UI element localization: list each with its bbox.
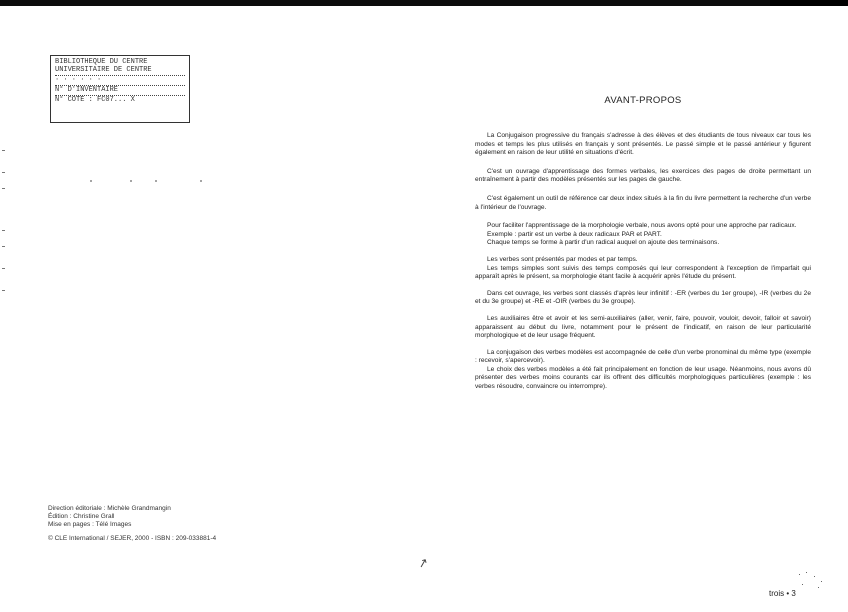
paragraph-choix: Le choix des verbes modèles a été fait principalement en fonction de leur usage. Néanmoins, nous avons dû présenter des verbes moins courants car ils offrent des difficultés morphologiques particulières (exemple : les verbes résoudre, convaincre ou interrompre). (475, 365, 811, 391)
paragraph-intro: La Conjugaison progressive du français s'adresse à des élèves et des étudiants de tous niveaux car tous les modes et temps les plus utilisés en français y sont présentés. Le passé simple et le passé antérieur y figurent également en raison de leur utilité en situations d'écrit. (475, 132, 811, 157)
avant-propos-section (475, 95, 811, 392)
paragraph-modes: Les verbes sont présentés par modes et par temps. (487, 255, 638, 263)
gutter-pencil-mark: ↗ (416, 554, 430, 572)
page-title: AVANT-PROPOS (604, 95, 682, 106)
stamp-line-4: N° D'INVENTAIRE (55, 86, 119, 94)
stamp-line-1: BIBLIOTHEQUE DU CENTRE (55, 58, 148, 66)
margin-scan-marks (2, 150, 10, 300)
paragraph-terminaisons: Chaque temps se forme à partir d'un radical auquel on ajoute des terminaisons. (487, 239, 720, 247)
publication-credits (48, 505, 268, 543)
stamp-line-5: N° COTE : FC07... X (55, 96, 135, 104)
paragraph-example: Exemple : partir est un verbe à deux radicaux PAR et PART. (487, 230, 662, 238)
scan-speckle (796, 572, 826, 590)
paragraph-apprentissage: C'est un ouvrage d'apprentissage des formes verbales, les exercices des pages de droite permettant un entraînement à partir des modèles présentés sur les pages de gauche. (475, 167, 811, 184)
stamp-line-3: · · · · · · (55, 76, 102, 84)
paragraph-pronominal: La conjugaison des verbes modèles est accompagnée de celle d'un verbe pronominal du même type (exemple : recevoir, s'apercevoir). (475, 348, 811, 365)
credit-edition: Édition : Christine Grall (48, 513, 115, 520)
library-stamp (50, 55, 190, 123)
page-number: trois • 3 (769, 589, 796, 598)
paragraph-classement: Dans cet ouvrage, les verbes sont classés d'après leur infinitif : -ER (verbes du 1er groupe), -IR (verbes du 2e et du 3e groupe) et -RE et -OIR (verbes du 3e groupe). (475, 289, 811, 306)
scan-top-border (0, 0, 848, 6)
credit-editorial: Direction éditoriale : Michèle Grandmangin (48, 505, 171, 512)
paragraph-reference: C'est également un outil de référence car deux index situés à la fin du livre permettent la recherche d'un verbe à l'intérieur de l'ouvrage. (475, 194, 811, 211)
scan-noise (90, 180, 230, 182)
scan-corner-shadow (770, 0, 848, 6)
copyright-notice: © CLE International / SEJER, 2000 - ISBN : 209-033881-4 (48, 535, 217, 542)
credit-layout: Mise en pages : Télé Images (48, 521, 132, 528)
paragraph-auxiliaires: Les auxiliaires être et avoir et les semi-auxiliaires (aller, venir, faire, pouvoir, vouloir, devoir, falloir et savoir) apparaissent au début du livre, notamment pour le présent de l'indicatif, en raison de leur particularité morphologique et de leur usage fréquent. (475, 314, 811, 340)
paragraph-radicaux: Pour faciliter l'apprentissage de la morphologie verbale, nous avons opté pour une approche par radicaux. (487, 222, 797, 230)
stamp-line-2: UNIVERSITAIRE DE CENTRE (55, 66, 152, 74)
paragraph-temps: Les temps simples sont suivis des temps composés qui leur correspondent à l'exception de l'imparfait qui apparaît après le présent, sa morphologie étant facile à acquérir après l'étude du présent. (475, 264, 811, 281)
